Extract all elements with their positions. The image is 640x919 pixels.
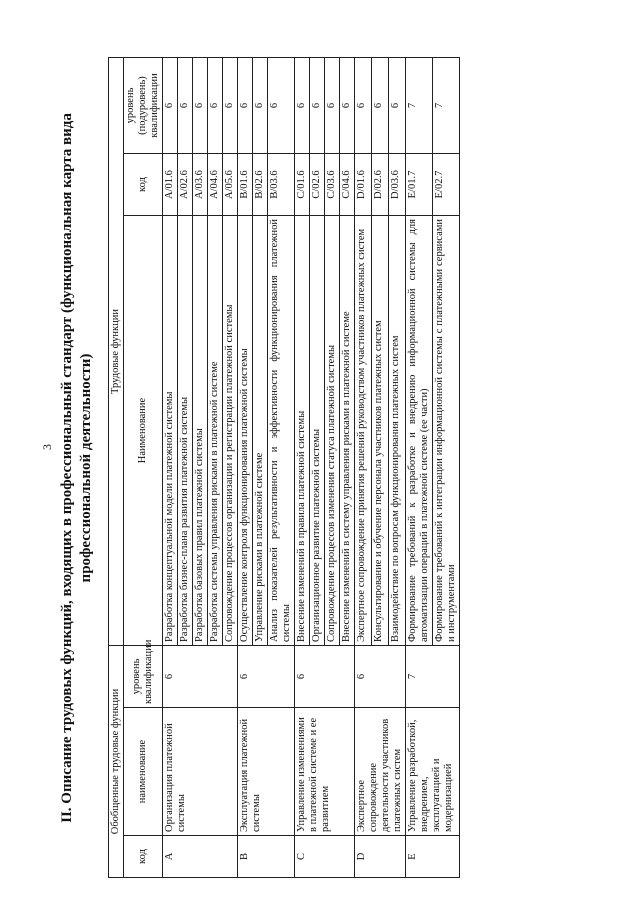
function-name: Разработка базовых правил платежной системы [193,216,208,646]
function-code: D/01.6 [355,154,372,216]
function-code: A/01.6 [163,154,178,216]
function-level: 6 [268,57,295,153]
function-name: Сопровождение процессов организации и регистрации платежной системы [223,216,238,646]
function-name: Внесение изменений в систему управления рисками в платежной системе [340,216,355,646]
function-level: 6 [253,57,268,153]
header-labor-functions: Трудовые функции [109,57,124,645]
function-code: A/05.6 [223,154,238,216]
group-name: Организация платежной системы [163,708,238,836]
group-level: 7 [406,646,460,708]
group-name: Управление разработкой, внедрением, эксплуатацией и модернизацией [406,708,460,836]
function-level: 6 [372,57,389,153]
header-generalized-functions: Обобщенные трудовые функции [109,646,124,878]
function-name: Формирование требований к интеграции информационной системы с платежными сервисами и инструментами [433,216,460,646]
table-row [406,57,433,877]
group-level: 6 [163,646,238,708]
group-code: E [406,836,460,878]
function-name: Осуществление контроля функционирования платежной системы [238,216,253,646]
function-level: 7 [433,57,460,153]
table-row [163,57,178,877]
header-function-code: код [124,154,163,216]
function-code: E/02.7 [433,154,460,216]
group-level: 6 [355,646,406,708]
function-code: C/03.6 [325,154,340,216]
group-level: 6 [238,646,295,708]
page-number: 3 [40,444,54,450]
function-level: 6 [340,57,355,153]
function-level: 6 [389,57,406,153]
functional-map-table [108,57,460,878]
header-code: код [124,836,163,878]
header-level: уровень квалификации [124,646,163,708]
function-code: D/02.6 [372,154,389,216]
group-name: Управление изменениями в платежной системе и ее развитием [295,708,355,836]
group-code: A [163,836,238,878]
function-level: 6 [238,57,253,153]
table-row [355,57,372,877]
function-name: Экспертное сопровождение принятия решений руководством участников платежных систем [355,216,372,646]
function-name: Формирование требований к разработке и внедрению информационной системы для автоматизации операций в платежной системе (ее части) [406,216,433,646]
function-level: 6 [163,57,178,153]
function-code: B/02.6 [253,154,268,216]
function-level: 6 [325,57,340,153]
function-code: A/03.6 [193,154,208,216]
function-code: C/01.6 [295,154,310,216]
group-level: 6 [295,646,355,708]
function-level: 6 [223,57,238,153]
function-code: E/01.7 [406,154,433,216]
function-code: C/02.6 [310,154,325,216]
function-level: 6 [295,57,310,153]
function-code: C/04.6 [340,154,355,216]
function-name: Организационное развитие платежной системы [310,216,325,646]
function-code: B/03.6 [268,154,295,216]
section-heading [58,58,98,878]
function-name: Анализ показателей результативности и эффективности функционирования платежной системы [268,216,295,646]
function-name: Разработка концептуальной модели платежной системы [163,216,178,646]
header-function-level: уровень (подуровень) квалификации [124,57,163,153]
function-level: 7 [406,57,433,153]
function-name: Внесение изменений в правила платежной системы [295,216,310,646]
function-name: Взаимодействие по вопросам функционирования платежных систем [389,216,406,646]
function-code: D/03.6 [389,154,406,216]
function-name: Консультирование и обучение персонала участников платежных систем [372,216,389,646]
group-name: Эксплуатация платежной системы [238,708,295,836]
rotated-content [58,58,588,878]
group-code: D [355,836,406,878]
function-name: Разработка системы управления рисками в платежной системе [208,216,223,646]
group-code: B [238,836,295,878]
function-code: A/04.6 [208,154,223,216]
section-heading-line-2: профессиональной деятельности) [78,353,94,583]
function-level: 6 [193,57,208,153]
header-function-name: Наименование [124,216,163,646]
group-name: Экспертное сопровождение деятельности участников платежных систем [355,708,406,836]
section-heading-line-1: II. Описание трудовых функций, входящих в профессиональный стандарт (функциональная карта вида [59,113,75,823]
table-body [163,57,460,877]
function-code: A/02.6 [178,154,193,216]
function-level: 6 [208,57,223,153]
header-name: наименование [124,708,163,836]
function-level: 6 [310,57,325,153]
table-row [238,57,253,877]
function-level: 6 [178,57,193,153]
function-name: Разработка бизнес-плана развития платежной системы [178,216,193,646]
group-code: C [295,836,355,878]
function-name: Сопровождение процессов изменения статуса платежной системы [325,216,340,646]
function-level: 6 [355,57,372,153]
table-row [295,57,310,877]
function-code: B/01.6 [238,154,253,216]
function-name: Управление рисками в платежной системе [253,216,268,646]
